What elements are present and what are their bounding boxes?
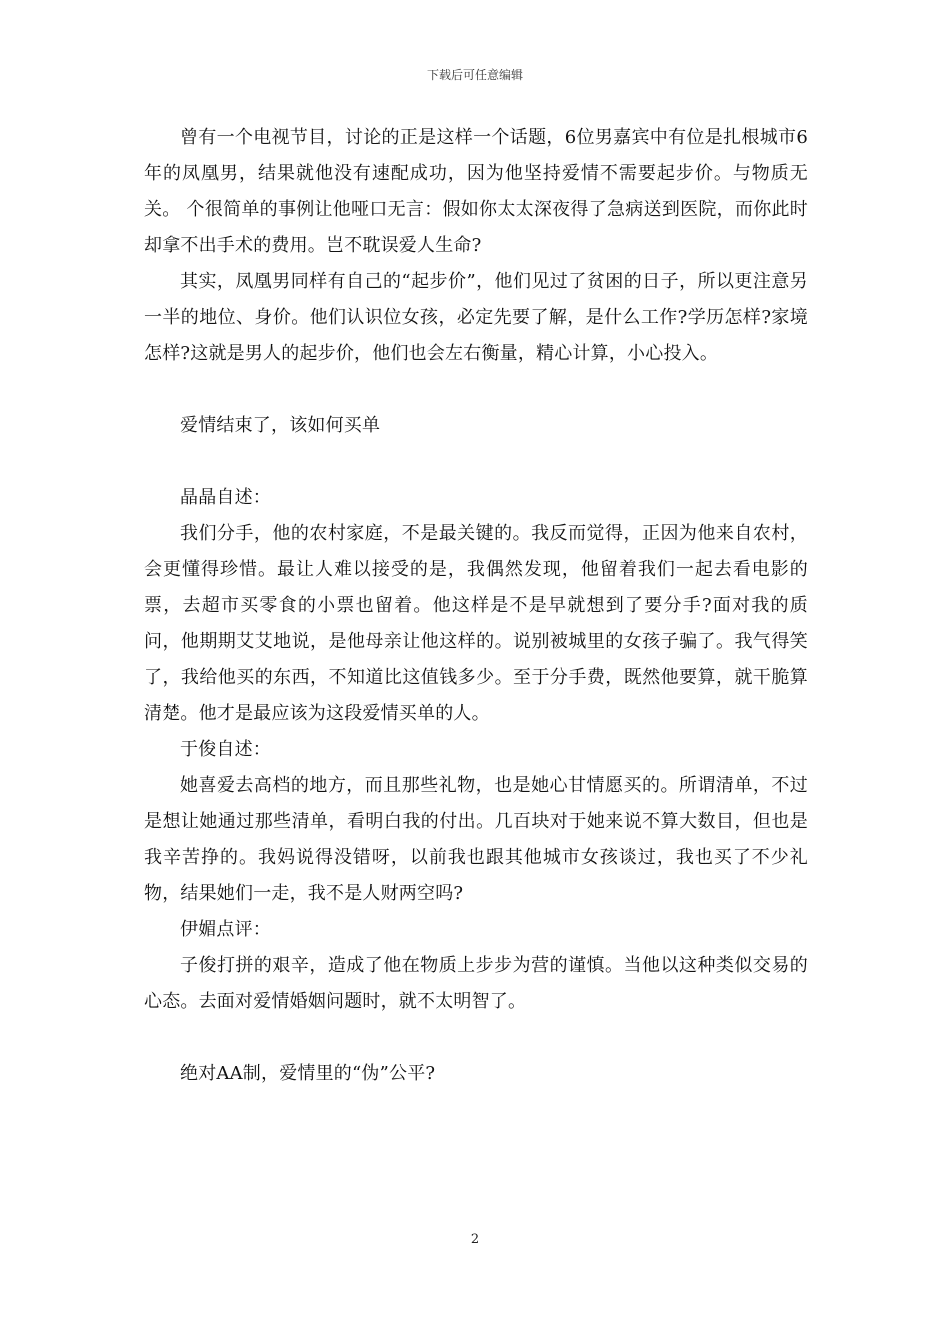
spacer	[144, 444, 808, 480]
spacer	[144, 1020, 808, 1056]
paragraph-phoenix-men: 其实，凤凰男同样有自己的“起步价”，他们见过了贫困的日子，所以更注意另一半的地位、身价。他们认识位女孩，必定先要了解，是什么工作?学历怎样?家境怎样?这就是男人的起步价，他们也会左右衡量，精心计算，小心投入。	[144, 271, 808, 364]
speaker-label-jingjing: 晶晶自述：	[180, 487, 271, 508]
page-number: 2	[470, 1232, 480, 1247]
spacer	[144, 372, 808, 408]
section-heading-love-ends: 爱情结束了，该如何买单	[180, 415, 381, 436]
paragraph-tv-show: 曾有一个电视节目，讨论的正是这样一个话题，6位男嘉宾中有位是扎根城市6年的凤凰男，结果就他没有速配成功，因为他坚持爱情不需要起步价。与物质无关。 个很简单的事例让他哑口无言：假如你太太深夜得了急病送到医院，而你此时却拿不出手术的费用。岂不耽误爱人生命?	[144, 127, 808, 256]
section-heading-aa-system: 绝对AA制，爱情里的“伪”公平?	[180, 1063, 436, 1084]
speaker-label-yujun: 于俊自述：	[180, 739, 271, 760]
page-header: 下载后可任意编辑	[426, 68, 523, 82]
document-body	[144, 120, 808, 1092]
paragraph-yujun-statement: 她喜爱去高档的地方，而且那些礼物，也是她心甘情愿买的。所谓清单，不过是想让她通过那些清单，看明白我的付出。几百块对于她来说不算大数目，但也是我辛苦挣的。我妈说得没错呀，以前我也跟其他城市女孩谈过，我也买了不少礼物，结果她们一走，我不是人财两空吗?	[144, 775, 808, 904]
speaker-label-yimei: 伊媚点评：	[180, 919, 271, 940]
paragraph-jingjing-statement: 我们分手，他的农村家庭，不是最关键的。我反而觉得，正因为他来自农村，会更懂得珍惜。最让人难以接受的是，我偶然发现，他留着我们一起去看电影的票，去超市买零食的小票也留着。他这样是不是早就想到了要分手?面对我的质问，他期期艾艾地说，是他母亲让他这样的。说别被城里的女孩子骗了。我气得笑了，我给他买的东西，不知道比这值钱多少。至于分手费，既然他要算，就干脆算清楚。他才是最应该为这段爱情买单的人。	[144, 523, 808, 724]
paragraph-yimei-comment: 子俊打拼的艰辛，造成了他在物质上步步为营的谨慎。当他以这种类似交易的心态。去面对爱情婚姻问题时，就不太明智了。	[144, 955, 808, 1012]
